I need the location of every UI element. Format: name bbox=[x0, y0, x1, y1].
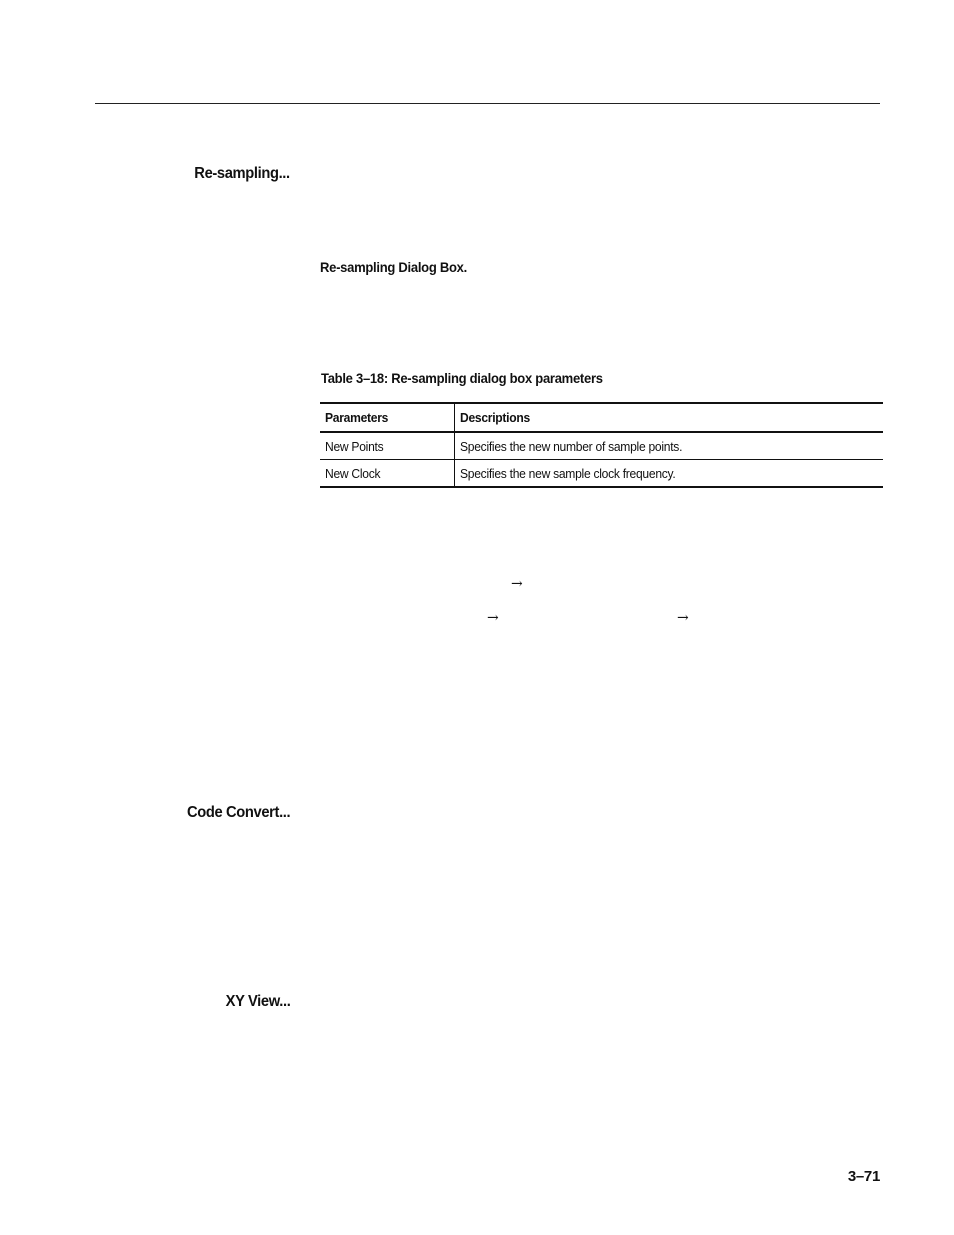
column-header-descriptions: Descriptions bbox=[460, 410, 530, 425]
table-cell-description: Specifies the new sample clock frequency. bbox=[460, 465, 676, 481]
column-header-parameters: Parameters bbox=[320, 403, 455, 432]
resampling-parameters-table bbox=[320, 402, 883, 488]
table-header-row bbox=[320, 403, 883, 432]
table-cell-parameter: New Points bbox=[320, 432, 455, 460]
table-row bbox=[320, 460, 883, 488]
xy-view-heading: XY View... bbox=[225, 993, 290, 1010]
table-row bbox=[320, 432, 883, 460]
resampling-heading: Re-sampling... bbox=[194, 165, 290, 182]
code-convert-heading: Code Convert... bbox=[186, 804, 290, 821]
resampling-dialog-heading: Re-sampling Dialog Box. bbox=[320, 259, 467, 275]
table-caption: Table 3–18: Re-sampling dialog box parameters bbox=[321, 370, 603, 386]
table-cell-parameter: New Clock bbox=[320, 460, 455, 488]
table-cell-description: Specifies the new number of sample points. bbox=[460, 438, 683, 454]
page-number: 3–71 bbox=[847, 1168, 880, 1185]
header-rule bbox=[95, 103, 880, 104]
menu-path-arrow-icon: → bbox=[511, 576, 523, 592]
menu-path-arrow-icon: → bbox=[677, 610, 689, 626]
menu-path-arrow-icon: → bbox=[487, 610, 499, 626]
